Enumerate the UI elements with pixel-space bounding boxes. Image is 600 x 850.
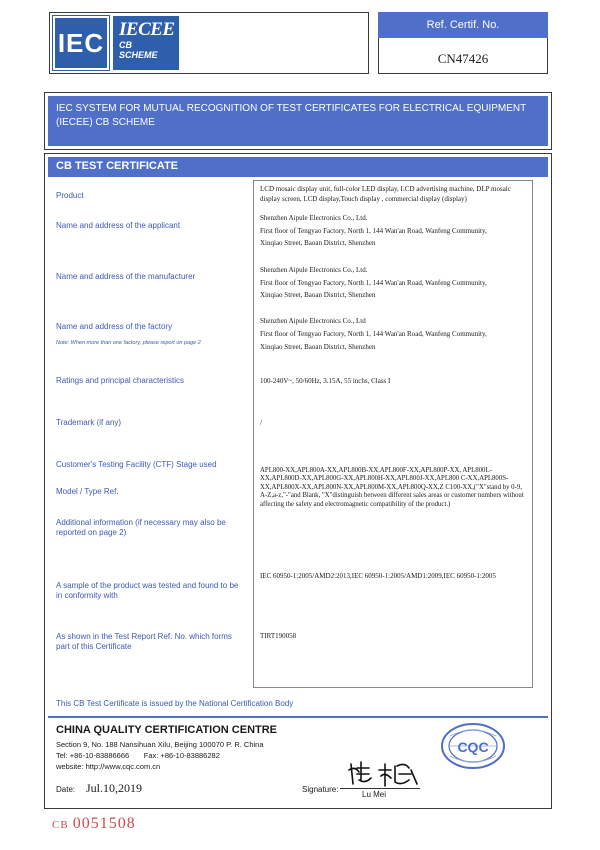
scheme-banner: IEC SYSTEM FOR MUTUAL RECOGNITION OF TEST CERTIFICATES FOR ELECTRICAL EQUIPMENT (IECEE) CB SCHEME	[48, 96, 548, 146]
cert-number: CN47426	[437, 51, 489, 66]
iecee-logo-text: IECEE	[119, 19, 175, 40]
factory-line-3: Xinqiao Street, Baoan District, Shenzhen	[260, 343, 376, 351]
trademark-label: Trademark (if any)	[56, 418, 122, 427]
serial-prefix: CB	[52, 819, 69, 831]
applicant-line-3: Xinqiao Street, Baoan District, Shenzhen	[260, 239, 376, 247]
serial-digits: 0051508	[72, 815, 136, 832]
factory-line-1: Shenzhen Aipule Electronics Co., Ltd	[260, 317, 366, 325]
product-value: LCD mosaic display unit, full-color LED display, LCD advertising machine, DLP mosaic display screen, LCD display,Touch display , commercial display (display)	[260, 185, 511, 203]
issuer-name: CHINA QUALITY CERTIFICATION CENTRE	[56, 724, 278, 736]
issue-date: Jul.10,2019	[86, 781, 143, 795]
issuer-phone-fax: Tel: +86-10-83886666 Fax: +86-10-83886282	[56, 751, 220, 760]
signature-label: Signature:	[302, 785, 339, 794]
factory-line-2: First floor of Tengyao Factory, North 1, 144 Wan'an Road, Wanfeng Community,	[260, 330, 487, 338]
cqc-logo-icon	[440, 722, 506, 770]
cqc-logo-text: CQC	[457, 739, 489, 755]
factory-label: Name and address of the factory	[56, 322, 173, 331]
cert-number-label: Ref. Certif. No.	[378, 12, 548, 38]
issued-by-statement: This CB Test Certificate is issued by the National Certification Body	[56, 699, 294, 708]
manufacturer-line-1: Shenzhen Aipule Electronics Co., Ltd.	[260, 266, 368, 274]
divider	[48, 716, 548, 718]
product-label: Product	[56, 191, 84, 200]
applicant-label: Name and address of the applicant	[56, 221, 181, 230]
iecee-logo-cb: CB	[119, 40, 132, 50]
test-report-label: As shown in the Test Report Ref. No. which forms part of this Certificate	[56, 632, 232, 651]
ratings-value: 100-240V~, 50/60Hz, 3.15A, 55 inchs, Class I	[260, 377, 391, 385]
certificate-title: CB TEST CERTIFICATE	[48, 157, 548, 177]
ratings-label: Ratings and principal characteristics	[56, 376, 185, 385]
handwritten-signature	[345, 758, 425, 788]
conformity-standards: IEC 60950-1:2005/AMD2:2013,IEC 60950-1:2005/AMD1:2009,IEC 60950-1:2005	[260, 572, 496, 580]
iecee-logo	[113, 16, 179, 70]
additional-info-label: Additional information (if necessary may also be reported on page 2)	[56, 518, 226, 537]
trademark-value: /	[260, 419, 262, 427]
iec-logo: IEC	[53, 16, 109, 70]
issuer-address: Section 9, No. 188 Nansihuan Xilu, Beijing 100070 P. R. China	[56, 740, 264, 749]
manufacturer-line-2: First floor of Tengyao Factory, North 1, 144 Wan'an Road, Wanfeng Community,	[260, 279, 487, 287]
model-label: Model / Type Ref.	[56, 487, 119, 496]
iecee-logo-scheme: SCHEME	[119, 50, 158, 60]
test-report-number: TIRT190058	[260, 632, 297, 640]
issuer-website: website: http://www.cqc.com.cn	[56, 762, 161, 771]
values-panel	[253, 180, 533, 688]
manufacturer-line-3: Xinqiao Street, Baoan District, Shenzhen	[260, 291, 376, 299]
signature-line	[340, 788, 420, 789]
applicant-line-1: Shenzhen Aipule Electronics Co., Ltd.	[260, 214, 368, 222]
ctf-label: Customer's Testing Facility (CTF) Stage used	[56, 460, 217, 469]
manufacturer-label: Name and address of the manufacturer	[56, 272, 196, 281]
factory-note: Note: When more than one factory, please report on page 2	[56, 340, 201, 346]
conformity-label: A sample of the product was tested and found to be in conformity with	[56, 581, 239, 600]
date-label: Date:	[56, 785, 76, 794]
signatory-name: Lu Mei	[362, 790, 387, 799]
applicant-line-2: First floor of Tengyao Factory, North 1, 144 Wan'an Road, Wanfeng Community,	[260, 227, 487, 235]
model-value: APL800-XX,APL800A-XX,APL800B-XX,APL800F-XX,APL800P-XX, APL800L-XX,APL800D-XX,APL800G-XX,APL800H-XX,APL800J-XX,APL800 C-XX,APL800S-XX,APL800X-XX,APL800N-XX,APL800M-XX,APL800Q-XX,Z C100-XX,("X"stand by 0-9, A-Z,a-z,"-"and Blank, "X"distinguish between different sales areas or customer numbers without affecting the safety and electromagnetic compatibility of the product.)	[260, 467, 524, 508]
serial-number	[52, 815, 136, 833]
